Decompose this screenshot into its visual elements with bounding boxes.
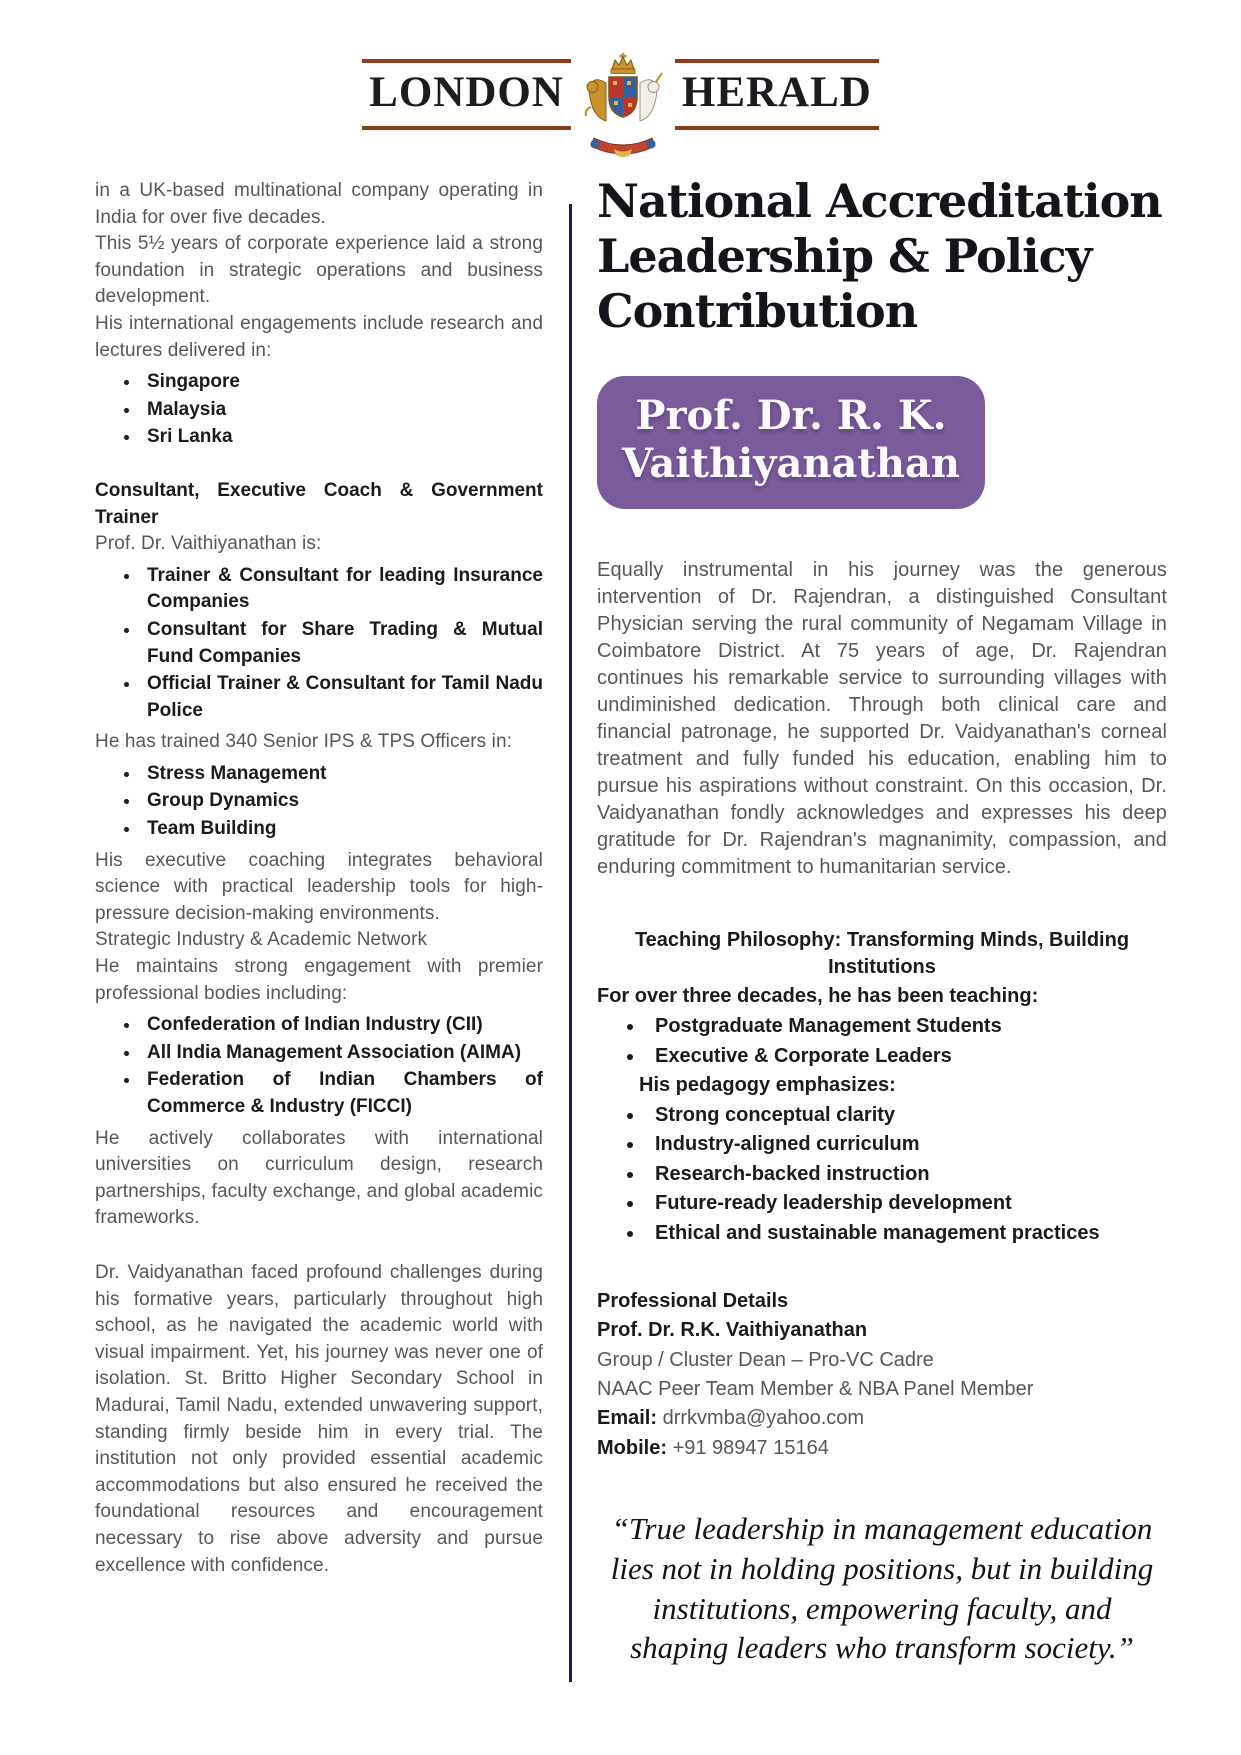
training-item: • Team Building xyxy=(141,816,543,843)
audiences-list xyxy=(597,1013,1167,1069)
masthead-left-text: LONDON xyxy=(362,59,571,130)
teaching-lead: For over three decades, he has been teaching: xyxy=(597,985,1039,1008)
professional-details-heading: Professional Details xyxy=(597,1289,789,1312)
paragraph-engagements: His international engagements include research and lectures delivered in: xyxy=(95,312,543,361)
name-banner-text: Prof. Dr. R. K. Vaithiyanathan xyxy=(622,391,960,488)
mobile-label: Mobile: xyxy=(597,1436,667,1459)
role-item: • Trainer & Consultant for leading Insurance Companies xyxy=(141,563,543,616)
pedagogy-lead: His pedagogy emphasizes: xyxy=(639,1073,896,1096)
pedagogy-point-item: • Research-backed instruction xyxy=(645,1161,1167,1187)
professional-details xyxy=(597,1288,1167,1461)
paragraph-trained: He has trained 340 Senior IPS & TPS Officers in: xyxy=(95,731,513,753)
pedagogy-point-item: • Strong conceptual clarity xyxy=(645,1102,1167,1128)
email-line xyxy=(597,1405,1167,1431)
left-column xyxy=(95,178,543,1579)
page-content xyxy=(0,162,1241,1668)
paragraph-company: in a UK-based multinational company operating in India for over five decades. xyxy=(95,180,543,228)
mobile-value: +91 98947 15164 xyxy=(672,1436,829,1459)
masthead-right-text: HERALD xyxy=(675,59,879,130)
consultant-heading: Consultant, Executive Coach & Government Trainer xyxy=(95,479,543,528)
professional-name: Prof. Dr. R.K. Vaithiyanathan xyxy=(597,1319,868,1342)
roles-list xyxy=(95,563,543,725)
right-column xyxy=(597,162,1167,1668)
pedagogy-point-item: • Ethical and sustainable management practices xyxy=(645,1220,1167,1246)
body-item: • Confederation of Indian Industry (CII) xyxy=(141,1012,543,1039)
name-banner xyxy=(597,376,985,510)
bodies-list xyxy=(95,1012,543,1120)
email-label: Email: xyxy=(597,1407,658,1430)
masthead xyxy=(0,36,1241,152)
professional-title: Group / Cluster Dean – Pro-VC Cadre xyxy=(597,1348,934,1371)
paragraph-challenges: Dr. Vaidyanathan faced profound challenges during his formative years, particularly throughout high school, as he navigated the academic world with visual impairment. Yet, his journey was never one of isolation. St. Britto Higher Secondary School in Madurai, Tamil Nadu, extended unwavering support, standing firmly beside him in every trial. The institution not only provided essential academic accommodations but also ensured he received the foundational resources and encouragement necessary to rise above adversity and pursue excellence with confidence. xyxy=(95,1261,543,1576)
paragraph-bodies-intro: He maintains strong engagement with premier professional bodies including: xyxy=(95,956,543,1004)
mobile-line xyxy=(597,1435,1167,1461)
royal-crest-graphic xyxy=(578,52,668,164)
country-item: • Malaysia xyxy=(141,397,543,424)
body-item: • All India Management Association (AIMA) xyxy=(141,1040,543,1067)
pull-quote: “True leadership in management education lies not in holding positions, but in building institutions, empowering faculty, and shaping leaders who transform society.” xyxy=(610,1511,1154,1666)
country-item: • Singapore xyxy=(141,369,543,396)
email-value: drrkvmba@yahoo.com xyxy=(662,1407,865,1430)
pedagogy-points-list xyxy=(597,1102,1167,1246)
paragraph-experience: This 5½ years of corporate experience laid a strong foundation in strategic operations and business development. xyxy=(95,233,543,308)
professional-membership: NAAC Peer Team Member & NBA Panel Member xyxy=(597,1378,1034,1401)
audience-item: • Postgraduate Management Students xyxy=(645,1013,1167,1039)
audience-item: • Executive & Corporate Leaders xyxy=(645,1043,1167,1069)
paragraph-rajendran: Equally instrumental in his journey was the generous intervention of Dr. Rajendran, a distinguished Consultant Physician serving the rural community of Negamam Village in Coimbatore District. At 75 years of age, Dr. Rajendran continues his remarkable service to surrounding villages with undiminished dedication. Through both clinical care and financial patronage, he supported Dr. Vaidyanathan's corneal treatment and fully funded his education, enabling him to pursue his aspirations without constraint. On this occasion, Dr. Vaidyanathan fondly acknowledges and expresses his deep gratitude for Dr. Rajendran's magnanimity, compassion, and enduring commitment to humanitarian service. xyxy=(597,559,1167,879)
pedagogy-point-item: • Industry-aligned curriculum xyxy=(645,1131,1167,1157)
column-divider xyxy=(569,204,572,1682)
role-item: • Official Trainer & Consultant for Tamil Nadu Police xyxy=(141,671,543,724)
countries-list xyxy=(95,369,543,451)
teaching-philosophy-heading: Teaching Philosophy: Transforming Minds, Building Institutions xyxy=(634,929,1130,979)
article-headline: National Accreditation Leadership & Policy Contribution xyxy=(597,174,1162,339)
paragraph-network-title: Strategic Industry & Academic Network xyxy=(95,929,428,951)
training-item: • Stress Management xyxy=(141,761,543,788)
training-item: • Group Dynamics xyxy=(141,788,543,815)
paragraph-coaching: His executive coaching integrates behavioral science with practical leadership tools for high-pressure decision-making environments. xyxy=(95,849,543,924)
paragraph-collaboration: He actively collaborates with international universities on curriculum design, research partnerships, faculty exchange, and global academic frameworks. xyxy=(95,1127,543,1229)
intro-line: Prof. Dr. Vaithiyanathan is: xyxy=(95,533,322,555)
royal-crest-icon xyxy=(578,52,668,164)
role-item: • Consultant for Share Trading & Mutual Fund Companies xyxy=(141,617,543,670)
trainings-list xyxy=(95,761,543,843)
pedagogy-point-item: • Future-ready leadership development xyxy=(645,1190,1167,1216)
country-item: • Sri Lanka xyxy=(141,424,543,451)
body-item: • Federation of Indian Chambers of Commerce & Industry (FICCI) xyxy=(141,1067,543,1120)
